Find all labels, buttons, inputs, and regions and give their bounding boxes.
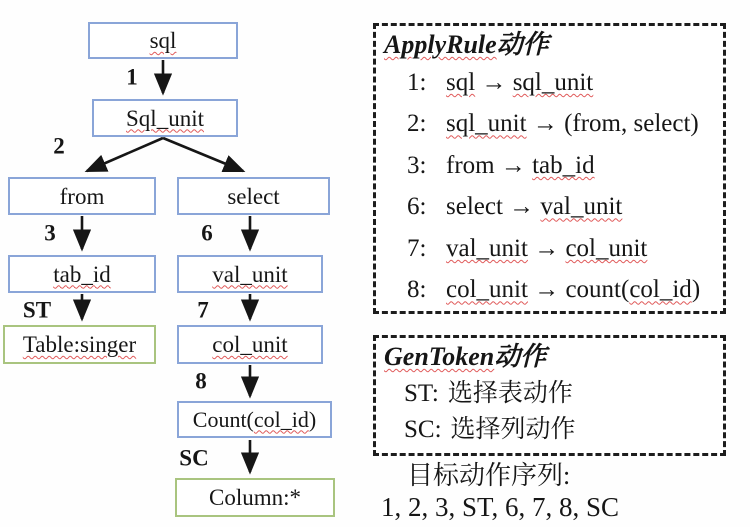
edge-label-sc: SC — [179, 445, 209, 471]
node-val-unit — [177, 255, 323, 293]
rule-item — [376, 103, 723, 145]
rule-item — [376, 228, 723, 270]
rule-text — [446, 70, 593, 95]
edge-label-8: 8 — [195, 368, 207, 394]
apply-rule-list — [376, 62, 723, 311]
text-segment: col_id — [253, 406, 309, 432]
text-segment: sql — [149, 28, 177, 53]
tree-edge-arrow — [87, 138, 163, 171]
text-segment: Table:singer — [22, 332, 137, 357]
target-sequence-value: 1, 2, 3, ST, 6, 7, 8, SC — [381, 491, 620, 522]
rule-item — [376, 269, 723, 311]
text-segment: tab_id — [53, 261, 111, 287]
node-column-star — [175, 478, 335, 517]
node-from — [8, 177, 156, 215]
gen-token-panel — [373, 335, 726, 456]
rule-text — [446, 194, 622, 219]
token-item — [376, 412, 723, 448]
edge-label-st: ST — [22, 297, 52, 323]
rule-item — [376, 62, 723, 104]
text-segment: val_unit — [212, 261, 288, 287]
rule-item — [376, 186, 723, 228]
apply-rule-title — [376, 26, 723, 60]
text-segment: col_unit — [212, 332, 288, 357]
rule-number: 6: — [407, 193, 427, 221]
rule-item — [376, 145, 723, 187]
target-sequence-block — [373, 461, 726, 524]
node-count-col-id — [177, 401, 332, 438]
token-key: SC: — [404, 416, 442, 444]
edge-label-3: 3 — [44, 220, 56, 246]
rule-number: 1: — [407, 68, 427, 96]
text-segment: col_unit — [565, 234, 648, 262]
token-key: ST: — [404, 380, 439, 408]
text-segment: Count( — [192, 406, 254, 432]
text-segment: → — [527, 234, 566, 262]
text-segment: Column:* — [208, 485, 301, 510]
tree-edge-arrow — [163, 138, 243, 171]
text-segment: col_unit — [446, 276, 528, 304]
text-segment: sql — [446, 68, 476, 96]
rule-number: 2: — [407, 110, 427, 138]
rule-text — [446, 111, 699, 136]
rule-number: 7: — [407, 234, 427, 262]
text-segment: → count( — [527, 276, 630, 304]
apply-rule-panel — [373, 23, 726, 314]
text-segment: val_unit — [446, 234, 528, 262]
rule-text — [446, 153, 595, 178]
text-segment: → (from, select) — [526, 110, 699, 138]
token-item — [376, 376, 723, 412]
gen-token-title-en: GenToken — [384, 342, 495, 371]
text-segment: val_unit — [540, 193, 623, 221]
rule-number: 8: — [407, 276, 427, 304]
rule-text — [446, 277, 700, 302]
edge-label-1: 1 — [126, 64, 138, 90]
token-description: 选择表动作 — [447, 380, 573, 408]
text-segment: ) — [691, 276, 701, 304]
target-sequence-label: 目标动作序列: — [407, 461, 571, 490]
node-table-singer — [3, 325, 156, 364]
text-segment: select → — [446, 193, 541, 221]
text-segment: from → — [446, 151, 533, 179]
text-segment: sql_unit — [446, 110, 527, 138]
text-segment: col_id — [629, 276, 692, 304]
text-segment: select — [227, 183, 280, 209]
text-segment: tab_id — [532, 151, 595, 179]
node-col-unit — [177, 325, 323, 364]
node-sql — [88, 22, 238, 59]
text-segment: Sql_unit — [126, 105, 204, 131]
edge-label-2: 2 — [53, 133, 65, 159]
text-segment: sql_unit — [512, 68, 594, 96]
node-select — [177, 177, 330, 215]
gen-token-title — [376, 338, 723, 372]
token-description: 选择列动作 — [450, 416, 576, 444]
apply-rule-title-zh: 动作 — [496, 30, 549, 59]
edge-label-6: 6 — [201, 220, 213, 246]
gen-token-list — [376, 376, 723, 448]
node-tab-id — [8, 255, 156, 293]
text-segment: from — [59, 183, 105, 209]
rule-text — [446, 236, 647, 261]
text-segment: → — [475, 68, 513, 96]
gen-token-title-zh: 动作 — [494, 342, 547, 371]
text-segment: ) — [308, 406, 317, 432]
node-sql-unit — [92, 99, 238, 137]
apply-rule-title-en: ApplyRule — [384, 30, 497, 59]
edge-label-7: 7 — [197, 297, 209, 323]
rule-number: 3: — [407, 151, 427, 179]
